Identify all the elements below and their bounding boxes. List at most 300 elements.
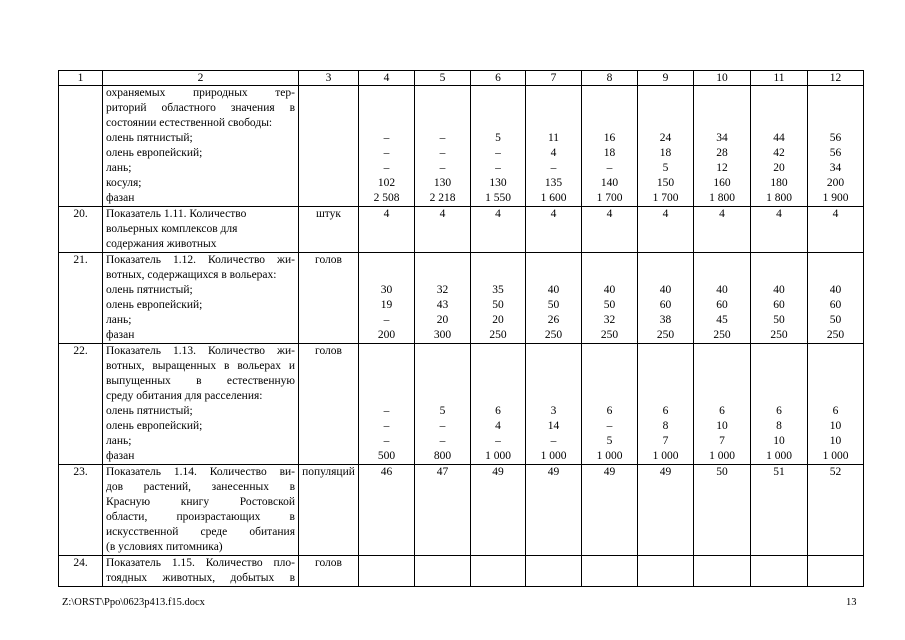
value-line: 6 bbox=[495, 405, 501, 417]
col-header: 11 bbox=[751, 71, 808, 86]
value-line bbox=[529, 374, 578, 389]
value-line: 160 bbox=[713, 177, 731, 189]
description-line: лань; bbox=[106, 162, 132, 174]
value-line bbox=[754, 101, 804, 116]
description-line: охраняемых природных тер- bbox=[106, 87, 295, 99]
description-line: олень пятнистый; bbox=[106, 132, 193, 144]
table-row-continuation bbox=[59, 86, 864, 207]
value-line: 6 bbox=[606, 405, 613, 417]
value-line: 40 bbox=[659, 284, 672, 296]
description-line: Показатель 1.15. Количество пло- bbox=[106, 557, 295, 569]
value-line: 5 bbox=[439, 405, 446, 417]
value-cell bbox=[808, 86, 864, 207]
value-cell bbox=[526, 253, 582, 344]
value-cell bbox=[808, 207, 864, 253]
value-line bbox=[641, 268, 690, 283]
value-line bbox=[418, 86, 467, 101]
col-header: 12 bbox=[808, 71, 864, 86]
value-cell bbox=[359, 556, 415, 587]
value-line bbox=[585, 86, 634, 101]
table-row-22 bbox=[59, 344, 864, 465]
value-line: – bbox=[606, 162, 613, 174]
indicators-table bbox=[58, 70, 864, 587]
value-line: 19 bbox=[380, 299, 393, 311]
indicator-description bbox=[103, 86, 299, 207]
value-line: – bbox=[495, 147, 501, 159]
value-line bbox=[529, 268, 578, 283]
value-cell bbox=[751, 556, 808, 587]
value-line bbox=[811, 359, 860, 374]
value-line bbox=[362, 344, 411, 359]
value-line: 200 bbox=[826, 177, 845, 189]
value-line: – bbox=[383, 147, 390, 159]
footer-file-path: Z:\ORST\Ppo\0623p413.f15.docx bbox=[62, 597, 205, 608]
value-line: 250 bbox=[826, 329, 845, 341]
value-line: 30 bbox=[380, 284, 393, 296]
value-line bbox=[811, 116, 860, 131]
value-line: 250 bbox=[600, 329, 619, 341]
value-cell bbox=[638, 344, 694, 465]
table-row-21 bbox=[59, 253, 864, 344]
unit-cell: голов bbox=[299, 253, 359, 344]
table-row-24 bbox=[59, 556, 864, 587]
value-line: – bbox=[495, 162, 501, 174]
value-line bbox=[585, 253, 634, 268]
value-line: 20 bbox=[773, 162, 785, 174]
value-line bbox=[641, 389, 690, 404]
value-line bbox=[697, 101, 747, 116]
description-line: среду обитания для расселения: bbox=[106, 390, 263, 402]
value-line bbox=[529, 101, 578, 116]
value-line: 56 bbox=[829, 147, 842, 159]
value-line: 4 bbox=[832, 208, 839, 220]
value-line: – bbox=[383, 132, 390, 144]
value-line: 34 bbox=[716, 132, 728, 144]
value-line: – bbox=[383, 314, 390, 326]
value-cell bbox=[694, 207, 751, 253]
description-line: лань; bbox=[106, 314, 132, 326]
value-line bbox=[697, 374, 747, 389]
unit-cell: популяций bbox=[299, 465, 359, 556]
value-line: 40 bbox=[829, 284, 842, 296]
col-header: 10 bbox=[694, 71, 751, 86]
value-cell bbox=[359, 253, 415, 344]
value-line bbox=[529, 86, 578, 101]
value-line: 50 bbox=[547, 299, 560, 311]
value-line bbox=[529, 344, 578, 359]
value-line: 49 bbox=[547, 466, 560, 478]
description-line: фазан bbox=[106, 192, 135, 204]
unit-cell bbox=[299, 86, 359, 207]
value-line: 1 000 bbox=[596, 450, 623, 462]
value-line: 150 bbox=[656, 177, 675, 189]
col-header: 6 bbox=[471, 71, 526, 86]
value-line: 2 508 bbox=[373, 192, 400, 204]
value-line: – bbox=[550, 435, 557, 447]
value-line bbox=[474, 389, 522, 404]
value-line: 18 bbox=[659, 147, 672, 159]
value-line: 1 000 bbox=[766, 450, 792, 462]
value-line: 14 bbox=[547, 420, 560, 432]
value-line bbox=[585, 556, 634, 571]
value-line: 1 800 bbox=[709, 192, 735, 204]
value-line: 1 000 bbox=[652, 450, 679, 462]
value-cell bbox=[694, 86, 751, 207]
value-cell bbox=[582, 86, 638, 207]
value-line: 11 bbox=[547, 132, 560, 144]
value-cell bbox=[415, 465, 471, 556]
value-line bbox=[641, 86, 690, 101]
value-line: 4 bbox=[495, 208, 501, 220]
value-line bbox=[585, 359, 634, 374]
value-line: 45 bbox=[716, 314, 728, 326]
value-line: 40 bbox=[716, 284, 728, 296]
value-line: 6 bbox=[776, 405, 782, 417]
value-cell bbox=[359, 86, 415, 207]
description-line: риторий областного значения в bbox=[106, 102, 295, 114]
value-line bbox=[754, 556, 804, 571]
value-line bbox=[418, 253, 467, 268]
value-line: 60 bbox=[773, 299, 785, 311]
value-line: – bbox=[383, 405, 390, 417]
value-line: 130 bbox=[433, 177, 452, 189]
value-line: 180 bbox=[770, 177, 788, 189]
description-line: Показатель 1.13. Количество жи- bbox=[106, 345, 295, 357]
value-cell bbox=[582, 253, 638, 344]
value-cell bbox=[471, 86, 526, 207]
value-line bbox=[362, 374, 411, 389]
value-line: 16 bbox=[603, 132, 616, 144]
value-line bbox=[529, 359, 578, 374]
value-cell bbox=[751, 253, 808, 344]
value-line bbox=[754, 253, 804, 268]
value-cell bbox=[582, 207, 638, 253]
value-line: 10 bbox=[716, 420, 728, 432]
value-cell bbox=[638, 465, 694, 556]
value-cell bbox=[471, 253, 526, 344]
value-line bbox=[641, 101, 690, 116]
unit-cell: голов bbox=[299, 556, 359, 587]
value-line: 10 bbox=[829, 420, 842, 432]
col-header: 5 bbox=[415, 71, 471, 86]
row-number: 22. bbox=[59, 344, 103, 465]
value-cell bbox=[359, 344, 415, 465]
description-line: области, произрастающих в bbox=[106, 511, 295, 523]
value-line: – bbox=[439, 435, 446, 447]
description-line: Красную книгу Ростовской bbox=[106, 496, 295, 508]
value-line bbox=[811, 268, 860, 283]
value-line: 44 bbox=[773, 132, 785, 144]
unit-cell: голов bbox=[299, 344, 359, 465]
value-line bbox=[362, 86, 411, 101]
value-line: 250 bbox=[544, 329, 563, 341]
value-line: – bbox=[439, 420, 446, 432]
value-line: 6 bbox=[662, 405, 669, 417]
value-cell bbox=[359, 207, 415, 253]
value-line bbox=[811, 344, 860, 359]
value-line bbox=[362, 359, 411, 374]
value-line bbox=[418, 344, 467, 359]
value-line bbox=[362, 101, 411, 116]
value-line: 250 bbox=[656, 329, 675, 341]
value-line: 1 700 bbox=[652, 192, 679, 204]
description-line: вольерных комплексов для bbox=[106, 223, 238, 235]
col-header: 7 bbox=[526, 71, 582, 86]
value-line bbox=[811, 101, 860, 116]
value-line: 8 bbox=[776, 420, 782, 432]
description-line: лань; bbox=[106, 435, 132, 447]
value-cell bbox=[582, 556, 638, 587]
value-line: 5 bbox=[662, 162, 669, 174]
value-line bbox=[362, 556, 411, 571]
value-cell bbox=[526, 86, 582, 207]
description-line: состоянии естественной свободы: bbox=[106, 117, 273, 129]
value-line: 4 bbox=[383, 208, 390, 220]
indicator-description bbox=[103, 207, 299, 253]
value-line: 1 700 bbox=[596, 192, 623, 204]
value-cell bbox=[808, 556, 864, 587]
value-line: 4 bbox=[550, 147, 557, 159]
value-cell bbox=[582, 344, 638, 465]
value-line bbox=[585, 101, 634, 116]
value-line bbox=[474, 359, 522, 374]
description-line: фазан bbox=[106, 329, 135, 341]
value-line bbox=[697, 359, 747, 374]
value-line: 130 bbox=[489, 177, 507, 189]
value-line: – bbox=[606, 420, 613, 432]
value-line: – bbox=[550, 162, 557, 174]
value-line bbox=[529, 389, 578, 404]
value-line: 50 bbox=[603, 299, 616, 311]
value-line: 200 bbox=[377, 329, 396, 341]
value-line: 1 000 bbox=[822, 450, 849, 462]
value-line bbox=[418, 116, 467, 131]
value-cell bbox=[751, 344, 808, 465]
description-line: выпущенных в естественную bbox=[106, 375, 295, 387]
value-line bbox=[811, 389, 860, 404]
description-line: вотных, содержащихся в вольерах: bbox=[106, 269, 277, 281]
value-line: 56 bbox=[829, 132, 842, 144]
value-line: 35 bbox=[492, 284, 504, 296]
value-line bbox=[697, 86, 747, 101]
col-header: 1 bbox=[59, 71, 103, 86]
value-line: 800 bbox=[433, 450, 452, 462]
value-cell bbox=[808, 253, 864, 344]
value-line: 60 bbox=[659, 299, 672, 311]
value-line: 42 bbox=[773, 147, 785, 159]
row-number: 21. bbox=[59, 253, 103, 344]
value-line: 140 bbox=[600, 177, 619, 189]
value-line: 4 bbox=[776, 208, 782, 220]
value-cell bbox=[471, 556, 526, 587]
value-line: 40 bbox=[547, 284, 560, 296]
value-line: 2 218 bbox=[429, 192, 456, 204]
value-line bbox=[697, 344, 747, 359]
value-line: – bbox=[383, 435, 390, 447]
value-line bbox=[754, 374, 804, 389]
value-cell bbox=[694, 465, 751, 556]
value-line: 18 bbox=[603, 147, 616, 159]
value-line: 28 bbox=[716, 147, 728, 159]
col-header: 3 bbox=[299, 71, 359, 86]
value-line: 20 bbox=[492, 314, 504, 326]
description-line: фазан bbox=[106, 450, 135, 462]
col-header: 2 bbox=[103, 71, 299, 86]
value-line: 6 bbox=[719, 405, 725, 417]
value-cell bbox=[694, 556, 751, 587]
description-line: искусственной среде обитания bbox=[106, 526, 295, 538]
value-line: 1 550 bbox=[485, 192, 511, 204]
value-line: 24 bbox=[659, 132, 672, 144]
description-line: вотных, выращенных в вольерах и bbox=[106, 360, 295, 372]
value-line bbox=[641, 374, 690, 389]
description-line: содержания животных bbox=[106, 238, 217, 250]
row-number bbox=[59, 86, 103, 207]
value-line: 4 bbox=[550, 208, 557, 220]
value-line: 34 bbox=[829, 162, 842, 174]
value-line bbox=[418, 268, 467, 283]
row-number: 20. bbox=[59, 207, 103, 253]
value-cell bbox=[471, 344, 526, 465]
value-cell bbox=[638, 556, 694, 587]
value-line: 102 bbox=[377, 177, 396, 189]
value-line bbox=[418, 359, 467, 374]
value-line bbox=[697, 116, 747, 131]
description-line: (в условиях питомника) bbox=[106, 541, 223, 553]
value-line bbox=[697, 268, 747, 283]
value-line: 1 600 bbox=[540, 192, 567, 204]
value-line bbox=[474, 556, 522, 571]
value-line: 47 bbox=[436, 466, 449, 478]
value-line bbox=[585, 116, 634, 131]
description-line: дов растений, занесенных в bbox=[106, 481, 295, 493]
indicator-description bbox=[103, 253, 299, 344]
header-row bbox=[59, 71, 864, 86]
value-line bbox=[362, 268, 411, 283]
value-line bbox=[697, 556, 747, 571]
value-line bbox=[641, 556, 690, 571]
value-line bbox=[754, 344, 804, 359]
value-line: 4 bbox=[439, 208, 446, 220]
value-line bbox=[529, 116, 578, 131]
value-line bbox=[474, 374, 522, 389]
table-row-20 bbox=[59, 207, 864, 253]
value-line bbox=[641, 253, 690, 268]
value-line bbox=[585, 268, 634, 283]
value-cell bbox=[415, 86, 471, 207]
value-line bbox=[697, 389, 747, 404]
value-line: 52 bbox=[829, 466, 842, 478]
value-line: 4 bbox=[606, 208, 613, 220]
value-cell bbox=[526, 207, 582, 253]
table-row-23 bbox=[59, 465, 864, 556]
description-line: Показатель 1.12. Количество жи- bbox=[106, 254, 295, 266]
value-line: 50 bbox=[829, 314, 842, 326]
value-line bbox=[362, 389, 411, 404]
value-line: – bbox=[495, 435, 501, 447]
description-line: олень пятнистый; bbox=[106, 405, 193, 417]
value-cell bbox=[415, 344, 471, 465]
value-line bbox=[362, 253, 411, 268]
value-line: 40 bbox=[603, 284, 616, 296]
value-line bbox=[754, 359, 804, 374]
value-cell bbox=[808, 465, 864, 556]
value-line: – bbox=[383, 162, 390, 174]
value-line: 250 bbox=[489, 329, 507, 341]
value-line: 8 bbox=[662, 420, 669, 432]
value-cell bbox=[415, 253, 471, 344]
value-line: 1 000 bbox=[540, 450, 567, 462]
value-line bbox=[362, 116, 411, 131]
value-line bbox=[811, 86, 860, 101]
description-line: Показатель 1.14. Количество ви- bbox=[106, 466, 295, 478]
value-line bbox=[418, 374, 467, 389]
value-line: 50 bbox=[773, 314, 785, 326]
value-cell bbox=[471, 465, 526, 556]
value-line: 40 bbox=[773, 284, 785, 296]
value-line bbox=[474, 101, 522, 116]
value-cell bbox=[751, 86, 808, 207]
value-line bbox=[811, 374, 860, 389]
col-header: 4 bbox=[359, 71, 415, 86]
value-line bbox=[418, 101, 467, 116]
unit-cell: штук bbox=[299, 207, 359, 253]
value-line: 51 bbox=[773, 466, 785, 478]
value-cell bbox=[808, 344, 864, 465]
value-line bbox=[641, 116, 690, 131]
value-line: 49 bbox=[659, 466, 672, 478]
value-cell bbox=[638, 86, 694, 207]
value-line: – bbox=[439, 162, 446, 174]
value-line: 1 800 bbox=[766, 192, 792, 204]
value-line: 4 bbox=[719, 208, 725, 220]
value-line: 12 bbox=[716, 162, 728, 174]
value-line bbox=[641, 344, 690, 359]
value-line: 50 bbox=[492, 299, 504, 311]
value-line: 10 bbox=[773, 435, 785, 447]
value-cell bbox=[359, 465, 415, 556]
value-cell bbox=[751, 207, 808, 253]
value-line bbox=[418, 389, 467, 404]
value-line: 50 bbox=[716, 466, 728, 478]
indicator-description bbox=[103, 465, 299, 556]
col-header: 8 bbox=[582, 71, 638, 86]
col-header: 9 bbox=[638, 71, 694, 86]
indicator-description bbox=[103, 556, 299, 587]
value-line: 49 bbox=[603, 466, 616, 478]
row-number: 24. bbox=[59, 556, 103, 587]
value-cell bbox=[694, 344, 751, 465]
value-line: 60 bbox=[829, 299, 842, 311]
value-line: 3 bbox=[550, 405, 557, 417]
value-line: 6 bbox=[832, 405, 839, 417]
value-line bbox=[754, 116, 804, 131]
value-line: 10 bbox=[829, 435, 842, 447]
description-line: тоядных животных, добытых в bbox=[106, 572, 295, 584]
value-line: – bbox=[383, 420, 390, 432]
value-line bbox=[474, 344, 522, 359]
value-line bbox=[474, 268, 522, 283]
value-line bbox=[697, 253, 747, 268]
description-line: олень пятнистый; bbox=[106, 284, 193, 296]
description-line: олень европейский; bbox=[106, 420, 203, 432]
value-line: – bbox=[439, 132, 446, 144]
value-line bbox=[641, 359, 690, 374]
value-line: 32 bbox=[436, 284, 449, 296]
value-line bbox=[585, 374, 634, 389]
value-line: 49 bbox=[492, 466, 504, 478]
value-line: 500 bbox=[377, 450, 396, 462]
